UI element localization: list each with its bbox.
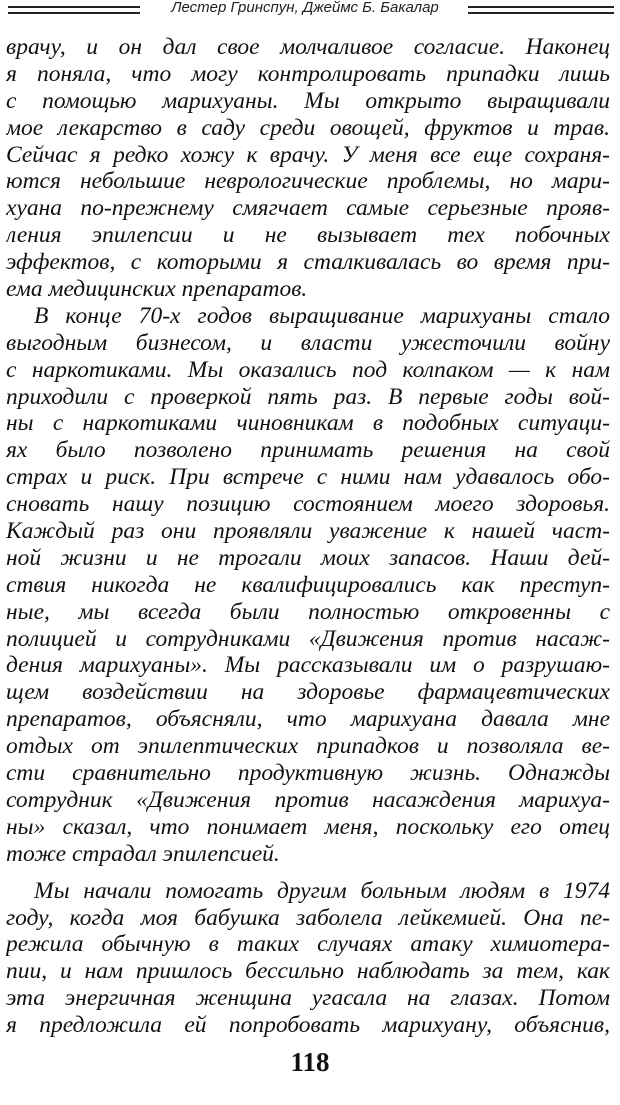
text-line: ны» сказал, что понимает меня, поскольку его отец <box>6 813 610 840</box>
text-line: препаратов, объясняли, что марихуана давала мне <box>6 706 610 733</box>
text-line: пии, и нам пришлось бессильно наблюдать за тем, как <box>6 958 610 985</box>
text-line: ной жизни и не трогали моих запасов. Наши дей- <box>6 544 610 571</box>
text-line: щем воздействии на здоровье фармацевтических <box>6 679 610 706</box>
paragraph-2 <box>6 303 610 868</box>
text-line: сотрудник «Движения против насаждения марихуа- <box>6 786 610 813</box>
header-rule-left <box>8 6 140 14</box>
page-number: 118 <box>290 1047 330 1077</box>
text-line: Сейчас я редко хожу к врачу. У меня все еще сохраня- <box>6 141 610 168</box>
text-line: полицией и сотрудниками «Движения против насаж- <box>6 625 610 652</box>
text-line: ются небольшие неврологические проблемы, но мари- <box>6 168 610 195</box>
paragraph-spacer <box>6 868 610 878</box>
text-line: году, когда моя бабушка заболела лейкемией. Она пе- <box>6 904 610 931</box>
text-line: я поняла, что могу контролировать припадки лишь <box>6 60 610 87</box>
text-line: ствия никогда не квалифицировались как преступ- <box>6 571 610 598</box>
text-line: дения марихуаны». Мы рассказывали им о разрушаю- <box>6 652 610 679</box>
text-line: В конце 70-х годов выращивание марихуаны стало <box>34 302 610 329</box>
text-line: Каждый раз они проявляли уважение к нашей част- <box>6 518 610 545</box>
text-line: ления эпилепсии и не вызывает тех побочных <box>6 222 610 249</box>
paragraph-1 <box>6 34 610 303</box>
text-line: отдых от эпилептических припадков и позволяла ве- <box>6 733 610 760</box>
text-line: сновать нашу позицию состоянием моего здоровья. <box>6 491 610 518</box>
text-line: с наркотиками. Мы оказались под колпаком — к нам <box>6 356 610 383</box>
text-line: страх и риск. При встрече с ними нам удавалось обо- <box>6 464 610 491</box>
paragraph-3 <box>6 878 610 1039</box>
text-line: ях было позволено принимать решения на свой <box>6 437 610 464</box>
running-head-authors: Лестер Гринспун, Джеймс Б. Бакалар <box>171 0 439 16</box>
body-text <box>6 34 610 1039</box>
text-line: приходили с проверкой пять раз. В первые годы вой- <box>6 383 610 410</box>
text-line: ема медицинских препаратов. <box>6 276 308 303</box>
text-line: эффектов, с которыми я сталкивалась во время при- <box>6 249 610 276</box>
text-line: тоже страдал эпилепсией. <box>6 840 280 867</box>
text-line: Мы начали помогать другим больным людям в 1974 <box>34 877 610 904</box>
running-header <box>0 0 620 22</box>
text-line: мое лекарство в саду среди овощей, фруктов и трав. <box>6 114 610 141</box>
text-line: ны с наркотиками чиновникам в подобных ситуаци- <box>6 410 610 437</box>
text-line: сти сравнительно продуктивную жизнь. Однажды <box>6 760 610 787</box>
text-line: эта энергичная женщина угасала на глазах. Потом <box>6 985 610 1012</box>
text-line: хуана по-прежнему смягчает самые серьезные прояв- <box>6 195 610 222</box>
text-line: врачу, и он дал свое молчаливое согласие. Наконец <box>6 34 610 60</box>
text-line: выгодным бизнесом, и власти ужесточили войну <box>6 329 610 356</box>
text-line: ные, мы всегда были полностью откровенны с <box>6 598 610 625</box>
header-rule-right <box>468 6 614 14</box>
text-line: режила обычную в таких случаях атаку химиотера- <box>6 931 610 958</box>
text-line: с помощью марихуаны. Мы открыто выращивали <box>6 87 610 114</box>
text-line: я предложила ей попробовать марихуану, объяснив, <box>6 1012 610 1039</box>
